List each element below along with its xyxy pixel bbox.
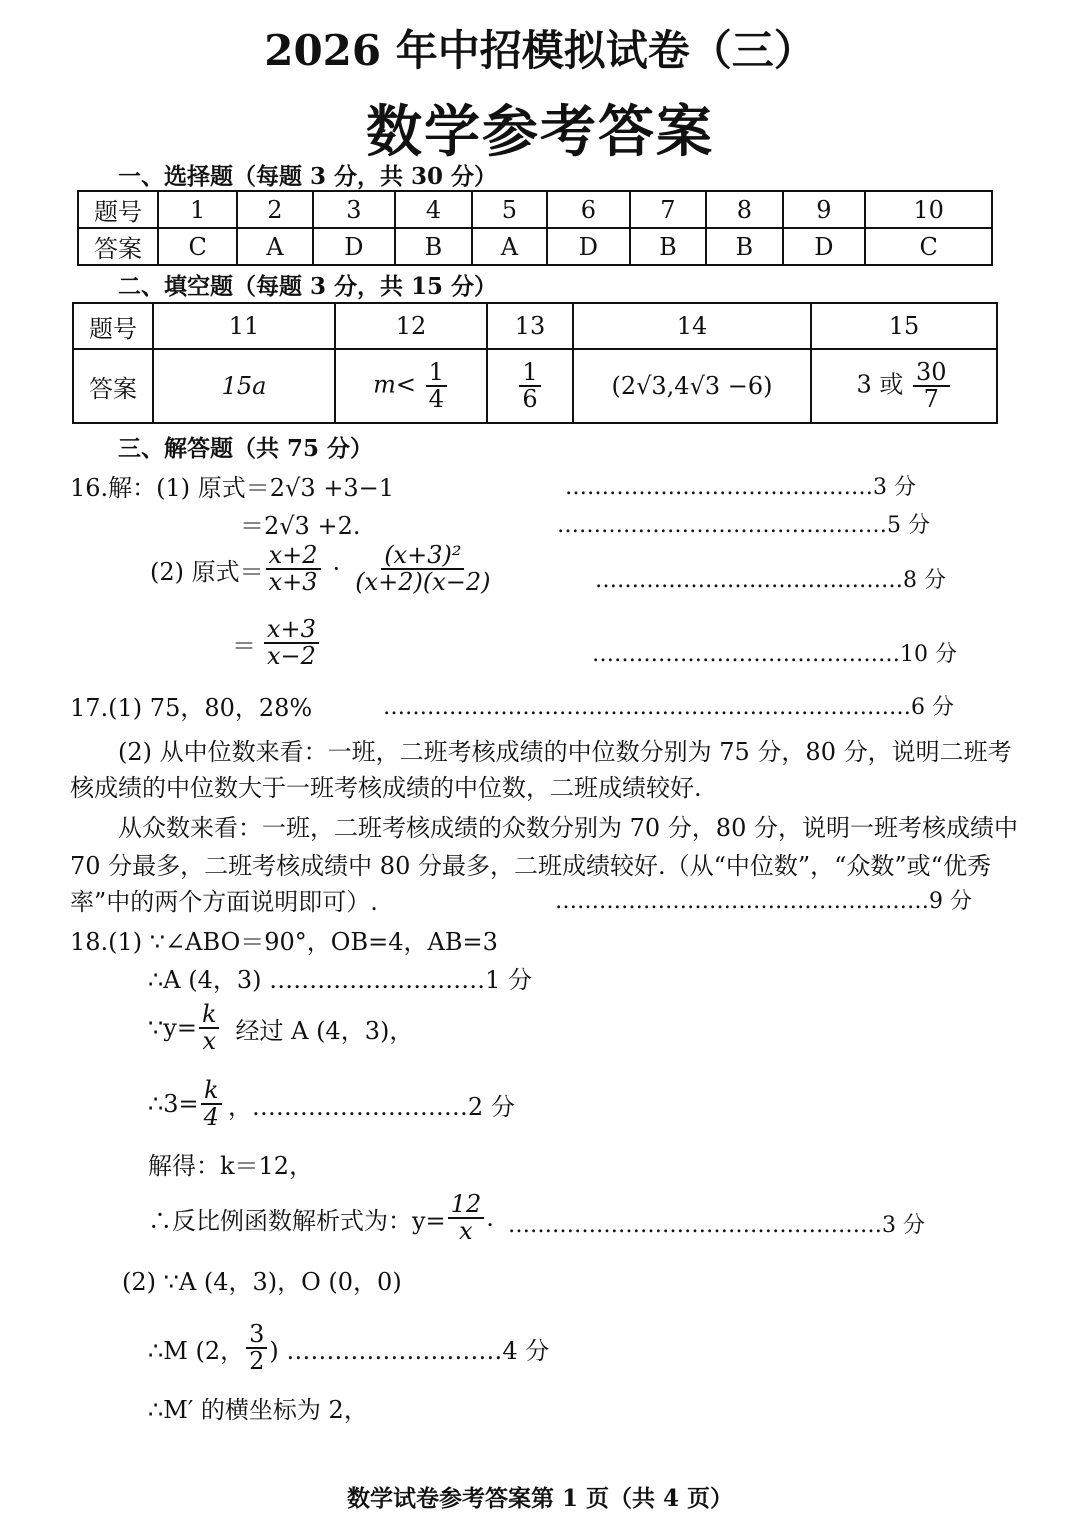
- numerator: k: [199, 1002, 220, 1029]
- denominator: x+3: [268, 568, 318, 597]
- numerator: x+2: [266, 543, 321, 570]
- fraction: [426, 357, 447, 413]
- question-number: 1: [158, 191, 237, 228]
- table-row: [78, 191, 992, 228]
- numerator: (x+3)²: [381, 543, 464, 570]
- fraction: [264, 617, 319, 669]
- fraction: [266, 543, 321, 595]
- numerator: 1: [426, 360, 447, 387]
- question-number: 6: [547, 191, 630, 228]
- numerator: 1: [519, 360, 540, 387]
- q18-line4-prefix: ∴3=: [148, 1090, 199, 1119]
- row-label: 题号: [73, 303, 153, 349]
- answer-cell: B: [395, 228, 471, 265]
- answer-cell: A: [472, 228, 547, 265]
- denominator: (x+2)(x−2): [355, 568, 491, 597]
- numerator: x+3: [264, 617, 319, 644]
- q17-para2: 核成绩的中位数大于一班考核成绩的中位数，二班成绩较好.: [70, 774, 702, 802]
- numerator: 30: [913, 360, 950, 387]
- q18-line3-suffix: 经过 A (4，3)，: [235, 1016, 414, 1045]
- question-number: 15: [811, 303, 997, 349]
- q18-line8-suffix: ) ………………………4 分: [269, 1336, 550, 1365]
- row-label: 答案: [73, 349, 153, 423]
- multiply-dot: ·: [332, 555, 341, 584]
- table-row: [78, 228, 992, 265]
- answer-cell: D: [783, 228, 866, 265]
- q18-line3-prefix: ∵y=: [148, 1014, 197, 1043]
- q17-para3: 从众数来看：一班，二班考核成绩的众数分别为 70 分，80 分，说明一班考核成绩中: [118, 814, 1018, 842]
- denominator: 4: [428, 385, 444, 413]
- fraction: [199, 1002, 220, 1054]
- answer-key-title: 数学参考答案: [366, 99, 714, 165]
- numerator: k: [201, 1078, 222, 1105]
- section3-heading: 三、解答题（共 75 分）: [118, 435, 374, 462]
- q18-line6-prefix: ∴反比例函数解析式为：y=: [148, 1206, 446, 1235]
- section1-heading: 一、选择题（每题 3 分，共 30 分）: [118, 163, 498, 190]
- q16-score3: ……………………………………8 分: [595, 568, 946, 593]
- denominator: x−2: [267, 642, 316, 671]
- q18-line4-suffix: ，………………………2 分: [227, 1092, 515, 1121]
- denominator: 4: [203, 1103, 219, 1132]
- denominator: x: [202, 1027, 216, 1056]
- fraction: [352, 543, 493, 595]
- answer-15: [811, 349, 997, 423]
- q16-score4: ……………………………………10 分: [592, 642, 957, 667]
- fill-blank-table: [72, 302, 998, 424]
- answer-13: [487, 349, 573, 423]
- answer-11: 15a: [153, 349, 335, 423]
- fraction: [519, 357, 540, 413]
- question-number: 5: [472, 191, 547, 228]
- q18-line6: [148, 1192, 494, 1244]
- fraction: [448, 1192, 485, 1244]
- question-number: 13: [487, 303, 573, 349]
- section2-heading: 二、填空题（每题 3 分，共 15 分）: [118, 273, 498, 300]
- fraction: [201, 1078, 222, 1130]
- exam-title: 2026 年中招模拟试卷（三）: [264, 26, 816, 75]
- fraction: [246, 1322, 267, 1374]
- denominator: 7: [923, 385, 939, 413]
- q17-score2: ……………………………………………9 分: [555, 889, 972, 914]
- table-row: [73, 349, 997, 423]
- q16-score2: ………………………………………5 分: [557, 513, 930, 538]
- denominator: x: [459, 1217, 473, 1246]
- q17-para1: (2) 从中位数来看：一班，二班考核成绩的中位数分别为 75 分，80 分，说明二班考: [118, 738, 1012, 766]
- row-label: 题号: [78, 191, 158, 228]
- q16-line2: ＝2√3 +2.: [240, 512, 361, 540]
- question-number: 10: [865, 191, 992, 228]
- question-number: 11: [153, 303, 335, 349]
- answer-12-prefix: m<: [373, 370, 416, 399]
- q17-para5: 率”中的两个方面说明即可）.: [70, 888, 378, 916]
- q17-para4: 70 分最多，二班考核成绩中 80 分最多，二班成绩较好.（从“中位数”，“众数”或“优秀: [70, 852, 991, 880]
- answer-cell: C: [158, 228, 237, 265]
- q16-score1: ……………………………………3 分: [565, 475, 916, 500]
- q17-score1: ………………………………………………………………6 分: [383, 695, 954, 720]
- q18-line3: [148, 1002, 413, 1054]
- question-number: 9: [783, 191, 866, 228]
- q18-score3: ……………………………………………3 分: [508, 1213, 925, 1238]
- denominator: 2: [249, 1347, 265, 1376]
- question-number: 4: [395, 191, 471, 228]
- answer-cell: B: [706, 228, 782, 265]
- answer-15-prefix: 3 或: [856, 370, 904, 399]
- q17-line1: 17.(1) 75，80，28%: [70, 694, 313, 722]
- row-label: 答案: [78, 228, 158, 265]
- question-number: 2: [237, 191, 312, 228]
- answer-14: (2√3,4√3 −6): [573, 349, 811, 423]
- q18-line5: 解得：k＝12，: [148, 1152, 314, 1180]
- q18-line7: (2) ∵A (4，3)，O (0，0): [122, 1268, 402, 1296]
- numerator: 3: [246, 1322, 267, 1349]
- question-number: 12: [335, 303, 487, 349]
- answer-cell: D: [547, 228, 630, 265]
- answer-cell: A: [237, 228, 312, 265]
- q18-line9: ∴M′ 的横坐标为 2，: [148, 1396, 368, 1424]
- page-footer: 数学试卷参考答案第 1 页（共 4 页）: [346, 1485, 734, 1512]
- answer-12: [335, 349, 487, 423]
- q16-line4-prefix: ＝: [232, 631, 256, 660]
- fraction: [913, 357, 950, 413]
- answer-cell: C: [865, 228, 992, 265]
- table-row: [73, 303, 997, 349]
- q18-line4: [148, 1078, 515, 1130]
- question-number: 7: [630, 191, 706, 228]
- q16-line3: [150, 543, 495, 595]
- q18-line8-prefix: ∴M (2，: [148, 1336, 245, 1365]
- q16-line4: [232, 617, 321, 669]
- question-number: 3: [313, 191, 396, 228]
- numerator: 12: [448, 1192, 485, 1219]
- q16-line3-prefix: (2) 原式＝: [150, 557, 264, 586]
- q18-line8: [148, 1322, 549, 1374]
- question-number: 8: [706, 191, 782, 228]
- q18-line1: 18.(1) ∵∠ABO＝90°，OB=4，AB=3: [70, 928, 498, 956]
- denominator: 6: [522, 385, 538, 413]
- answer-cell: D: [313, 228, 396, 265]
- q18-line2: ∴A (4，3) ………………………1 分: [148, 966, 533, 994]
- question-number: 14: [573, 303, 811, 349]
- q18-line6-suffix: .: [486, 1204, 494, 1233]
- q16-line1: 16.解：(1) 原式＝2√3 +3−1: [70, 474, 395, 502]
- multiple-choice-table: [77, 190, 993, 266]
- answer-cell: B: [630, 228, 706, 265]
